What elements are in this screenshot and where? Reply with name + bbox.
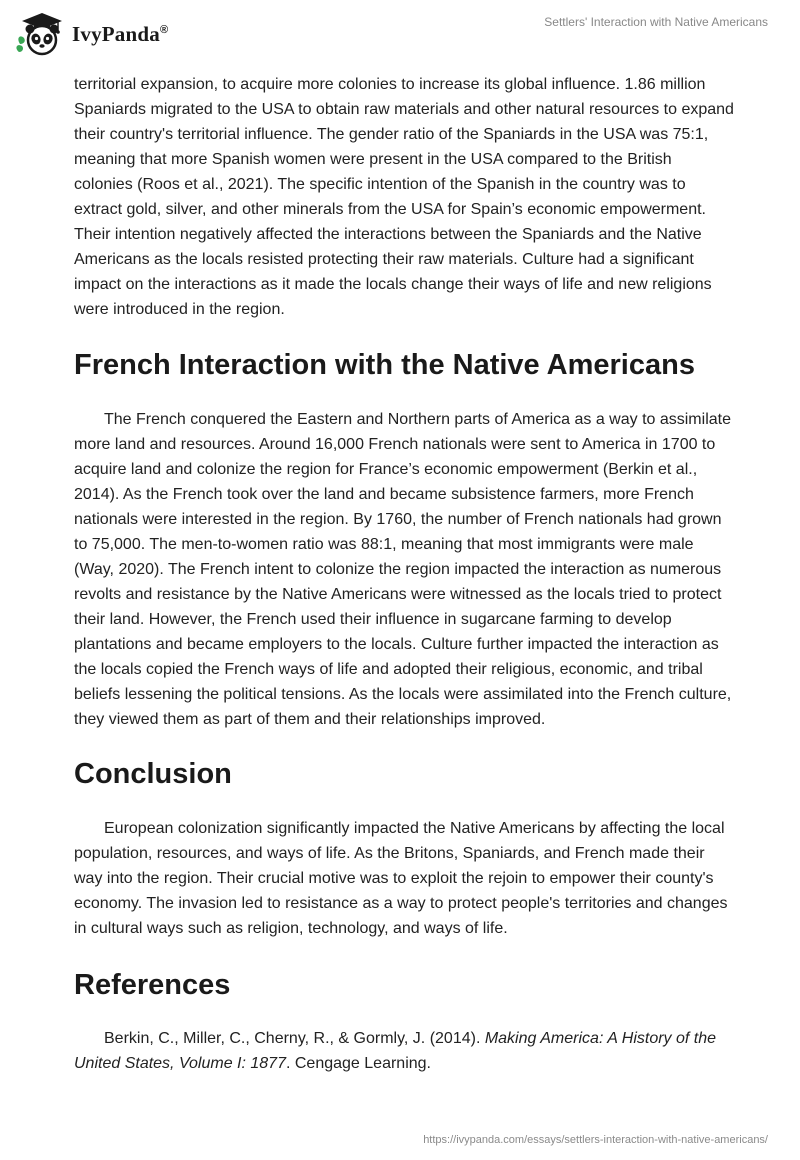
- brand-name: IvyPanda®: [72, 21, 169, 46]
- reference-title: Making America: A History of the United States, Volume I: 1877: [74, 1030, 717, 1072]
- reference-authors: Berkin, C., Miller, C., Cherny, R., & Gormly, J. (2014).: [104, 1030, 485, 1047]
- section-paragraph-french: The French conquered the Eastern and Northern parts of America as a way to assimilate more land and resources. Around 16,000 French nationals were sent to America in 1700 to acquire land and colonize the region for France’s economic empowerment (Berkin et al., 2014). As the French took over the land and became subsistence farmers, more French nationals were interested in the region. By 1760, the number of French nationals had grown to 75,000. The men-to-women ratio was 88:1, meaning that most immigrants were male (Way, 2020). The French intent to colonize the region impacted the interaction as numerous revolts and resistance by the Native Americans were witnessed as the locals tried to protect their land. However, the French used their influence in sugarcane farming to develop plantations and became employers to the locals. Culture further impacted the interaction as the locals copied the French ways of life and adopted their religious, economic, and tribal beliefs lessening the political tensions. As the locals were assimilated into the French culture, they viewed them as part of them and their relationships improved.: [74, 411, 732, 728]
- intro-paragraph: territorial expansion, to acquire more colonies to increase its global influence. 1.86 million Spaniards migrated to the USA to obtain raw materials and other natural resources to expand their country's territorial influence. The gender ratio of the Spaniards in the USA was 75:1, meaning that more Spanish women were present in the USA compared to the British colonies (Roos et al., 2021). The specific intention of the Spanish in the country was to extract gold, silver, and other minerals from the USA for Spain’s economic empowerment. Their intention negatively affected the interactions between the Spaniards and the Native Americans as the locals resisted protecting their raw materials. Culture had a significant impact on the interactions as it made the locals change their ways of life and new religions were introduced in the region.: [74, 76, 734, 318]
- essay-content: [74, 72, 734, 1076]
- reference-publisher: . Cengage Learning.: [285, 1055, 431, 1072]
- section-heading-references: References: [74, 969, 231, 1001]
- panda-logo-icon: [14, 8, 66, 60]
- section-heading-french: French Interaction with the Native Americans: [74, 349, 695, 381]
- section-heading-conclusion: Conclusion: [74, 758, 232, 790]
- footer-url-link[interactable]: https://ivypanda.com/essays/settlers-interaction-with-native-americans/: [423, 1134, 768, 1146]
- reference-entry: [74, 1026, 734, 1076]
- brand-logo[interactable]: [14, 8, 204, 60]
- document-title: Settlers' Interaction with Native Americans: [544, 15, 768, 29]
- page-header: [0, 0, 800, 70]
- section-paragraph-conclusion: European colonization significantly impacted the Native Americans by affecting the local population, resources, and ways of life. As the Britons, Spaniards, and French made their way into the region. Their crucial motive was to exploit the rejoin to empower their county's economy. The invasion led to resistance as a way to protect people's territories and changes in cultural ways such as religion, technology, and ways of life.: [74, 820, 728, 937]
